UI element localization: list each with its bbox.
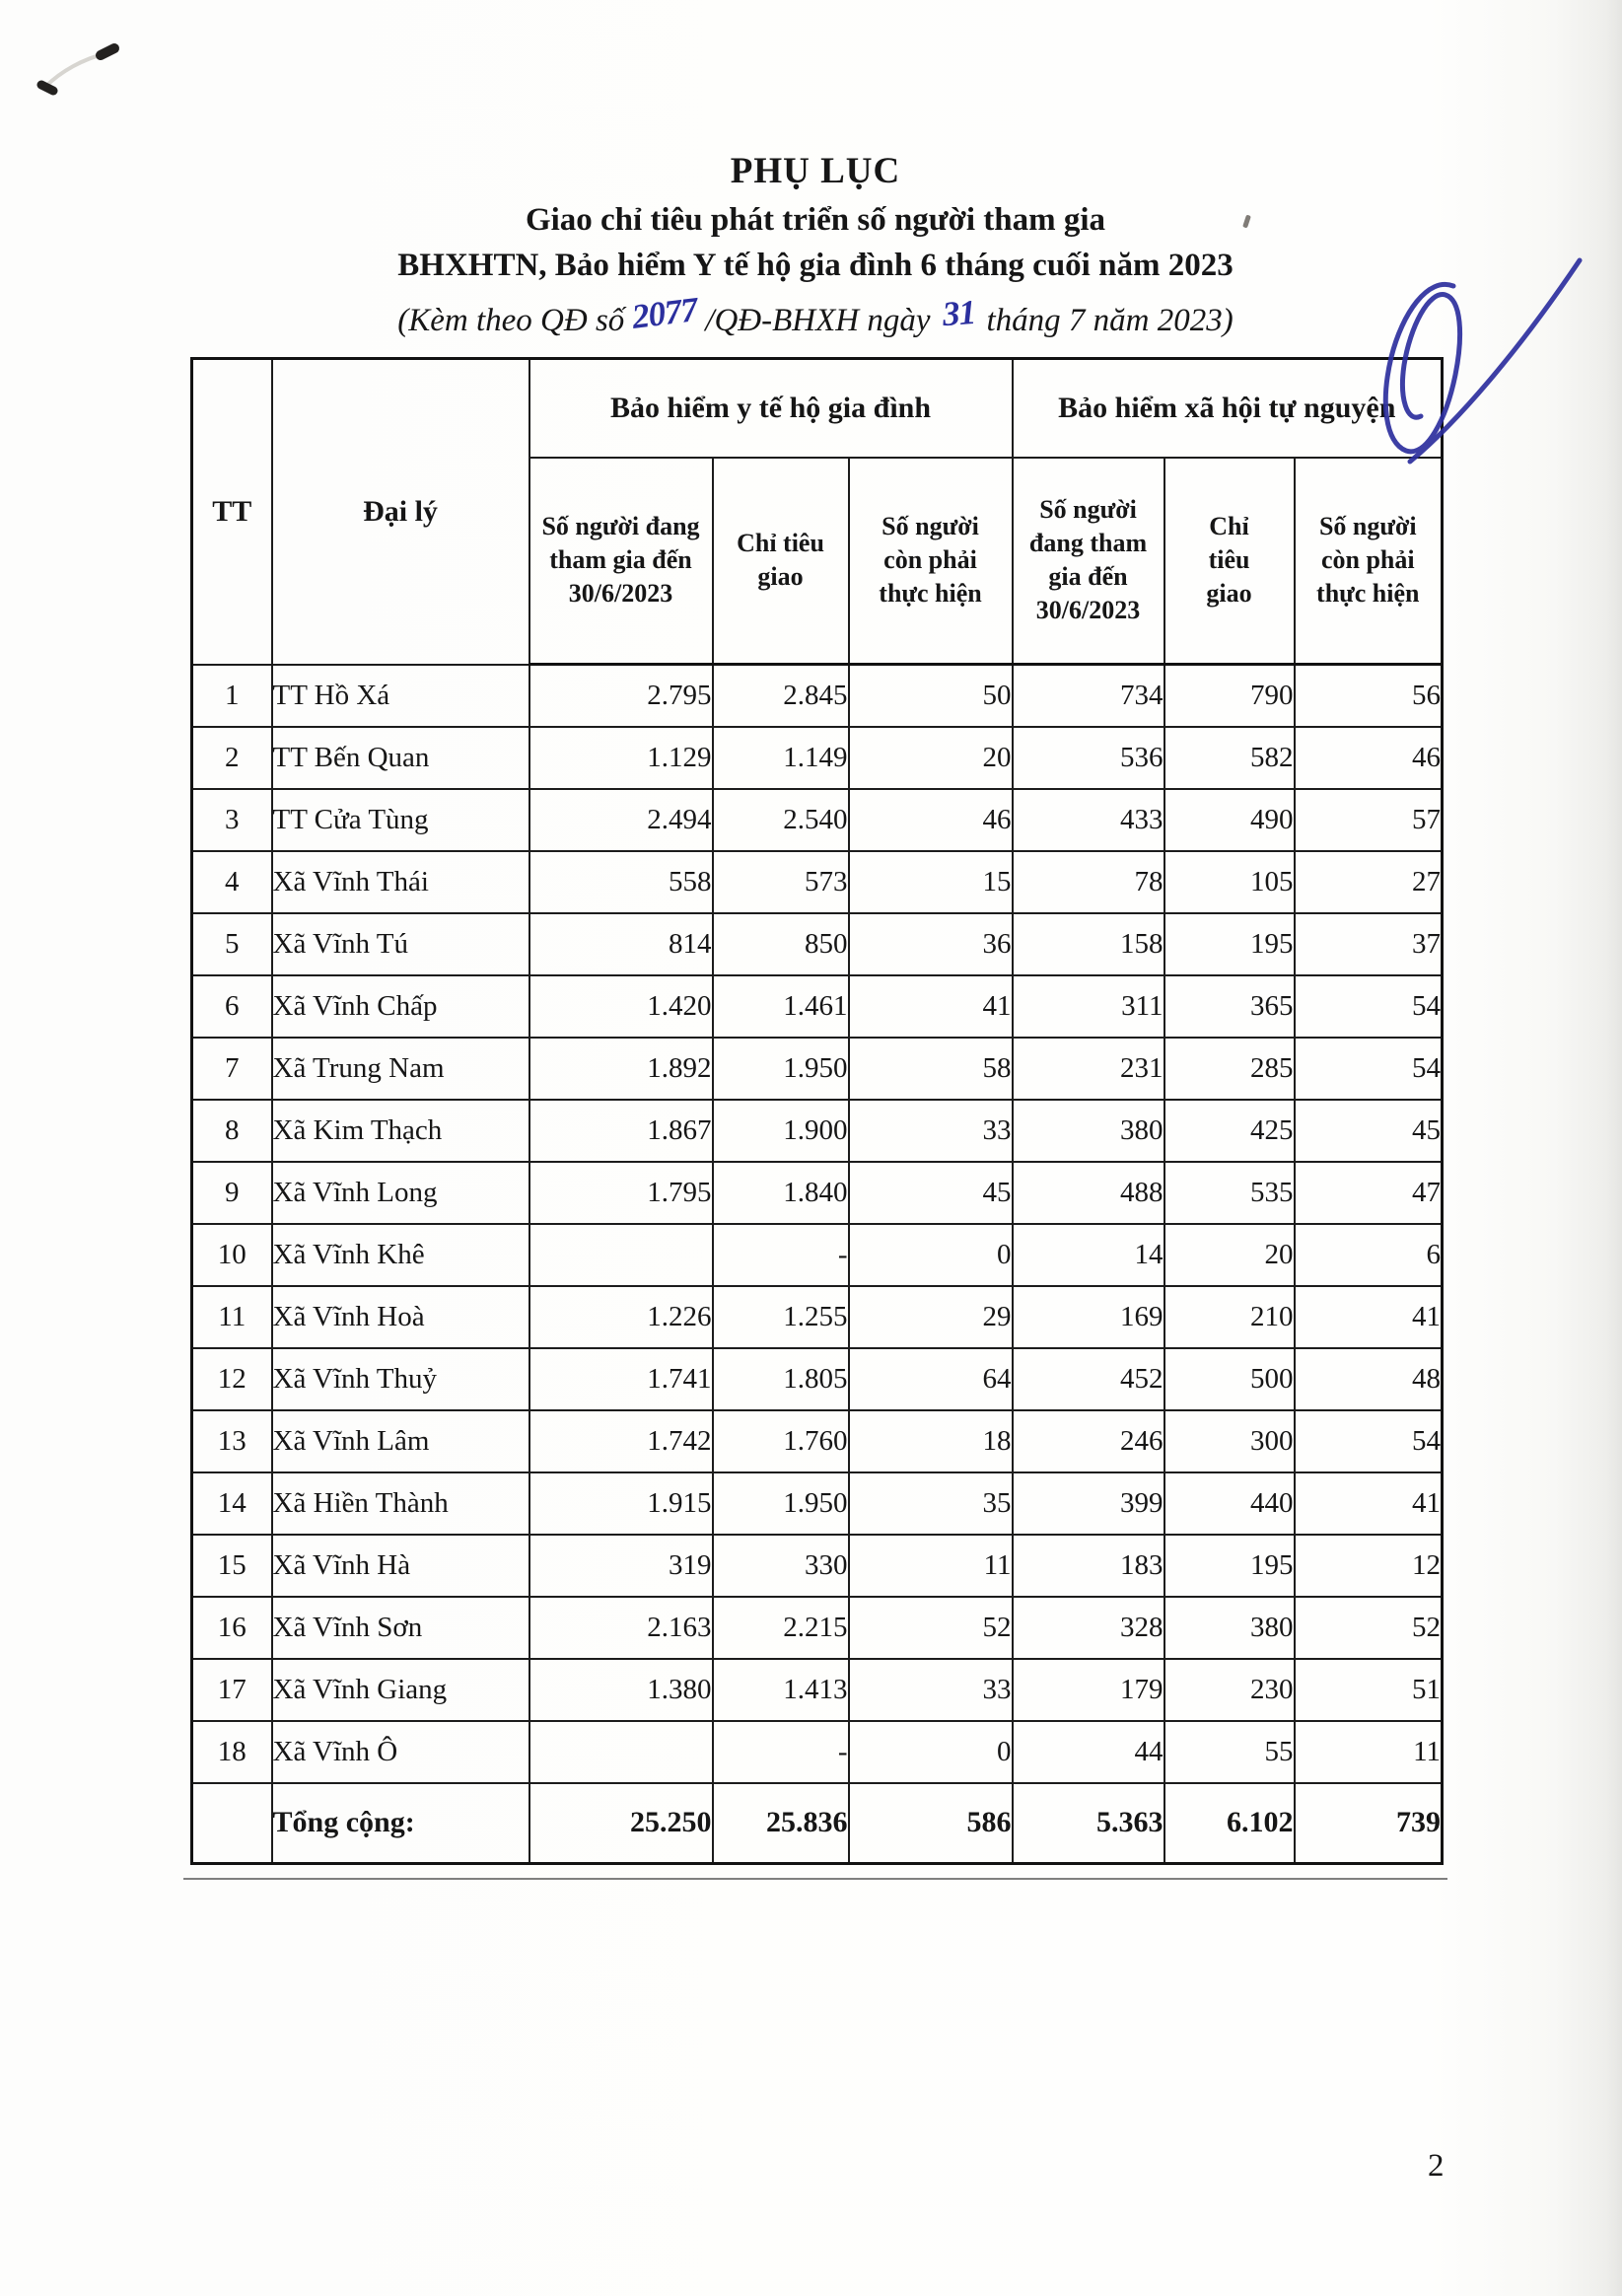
bhxh-remaining: 41 [1295,1286,1443,1348]
bhyt-participating: 1.420 [529,975,713,1038]
bhxh-remaining: 12 [1295,1535,1443,1597]
bhyt-target: 330 [713,1535,849,1597]
bhyt-target: 1.840 [713,1162,849,1224]
bhyt-participating: 2.494 [529,789,713,851]
title-block [190,150,1441,339]
table-row [192,789,1443,851]
table-row [192,1224,1443,1286]
table-row [192,1535,1443,1597]
col-header-bhyt-participating: Số người đang tham gia đến 30/6/2023 [529,458,713,665]
table-row [192,1038,1443,1100]
bhyt-participating: 1.380 [529,1659,713,1721]
subtitle-prefix: (Kèm theo QĐ số [397,303,625,338]
bhyt-target: 1.149 [713,727,849,789]
page-title: PHỤ LỤC [730,151,901,191]
bhyt-target: 1.760 [713,1410,849,1472]
table-row [192,1659,1443,1721]
bhxh-participating: 311 [1013,975,1164,1038]
agency-name: TT Cửa Tùng [272,789,529,851]
bhyt-remaining: 36 [849,913,1013,975]
bhxh-participating: 14 [1013,1224,1164,1286]
bhyt-remaining: 0 [849,1721,1013,1783]
bhxh-participating: 44 [1013,1721,1164,1783]
table-row [192,1472,1443,1535]
table-row [192,913,1443,975]
bhyt-remaining: 33 [849,1659,1013,1721]
bhxh-target: 380 [1164,1597,1295,1659]
agency-name: Xã Vĩnh Lâm [272,1410,529,1472]
row-number: 14 [192,1472,272,1535]
bhxh-target: 582 [1164,727,1295,789]
bhyt-target: 2.540 [713,789,849,851]
bhyt-target: 2.845 [713,665,849,727]
table-row [192,1597,1443,1659]
bhxh-participating: 433 [1013,789,1164,851]
table-row [192,1100,1443,1162]
bhxh-remaining: 48 [1295,1348,1443,1410]
bhyt-participating: 2.163 [529,1597,713,1659]
col-header-bhxh-participating: Số người đang tham gia đến 30/6/2023 [1013,458,1164,665]
bhxh-remaining: 11 [1295,1721,1443,1783]
bhxh-target: 300 [1164,1410,1295,1472]
col-header-bhxh-target: Chỉ tiêu giao [1164,458,1295,665]
bhyt-target: 1.255 [713,1286,849,1348]
row-number: 11 [192,1286,272,1348]
table-bottom-rule [183,1878,1447,1880]
col-header-bhxh-remaining: Số người còn phải thực hiện [1295,458,1443,665]
bhyt-remaining: 50 [849,665,1013,727]
agency-name: TT Bến Quan [272,727,529,789]
bhxh-target: 440 [1164,1472,1295,1535]
bhxh-target: 55 [1164,1721,1295,1783]
bhyt-remaining: 20 [849,727,1013,789]
bhxh-target: 20 [1164,1224,1295,1286]
bhxh-participating: 452 [1013,1348,1164,1410]
bhxh-remaining: 6 [1295,1224,1443,1286]
table-row [192,665,1443,727]
bhyt-remaining: 0 [849,1224,1013,1286]
bhyt-participating: 814 [529,913,713,975]
bhyt-remaining: 64 [849,1348,1013,1410]
bhyt-target: 1.413 [713,1659,849,1721]
total-bhyt-participating: 25.250 [529,1783,713,1864]
table-row [192,851,1443,913]
bhyt-target: 850 [713,913,849,975]
group-header-bhyt: Bảo hiểm y tế hộ gia đình [529,359,1013,458]
title-line-2: Giao chỉ tiêu phát triển số người tham gia [525,202,1106,238]
table-row [192,1348,1443,1410]
agency-name: Xã Vĩnh Giang [272,1659,529,1721]
row-number: 15 [192,1535,272,1597]
pen-scribble-mark [35,41,130,103]
table-row [192,727,1443,789]
row-number: 9 [192,1162,272,1224]
total-bhyt-target: 25.836 [713,1783,849,1864]
bhyt-remaining: 35 [849,1472,1013,1535]
bhxh-participating: 158 [1013,913,1164,975]
bhxh-participating: 246 [1013,1410,1164,1472]
bhxh-remaining: 57 [1295,789,1443,851]
row-number: 18 [192,1721,272,1783]
handwritten-day: 31 [941,292,976,334]
agency-name: Xã Vĩnh Sơn [272,1597,529,1659]
row-number: 4 [192,851,272,913]
agency-name: Xã Vĩnh Thuỷ [272,1348,529,1410]
bhyt-remaining: 52 [849,1597,1013,1659]
bhxh-target: 210 [1164,1286,1295,1348]
agency-name: Xã Kim Thạch [272,1100,529,1162]
col-header-agency: Đại lý [272,359,529,665]
bhxh-participating: 328 [1013,1597,1164,1659]
bhxh-target: 490 [1164,789,1295,851]
bhxh-participating: 231 [1013,1038,1164,1100]
bhxh-participating: 78 [1013,851,1164,913]
agency-name: Xã Vĩnh Hoà [272,1286,529,1348]
group-header-bhxh: Bảo hiểm xã hội tự nguyện [1013,359,1443,458]
bhxh-remaining: 46 [1295,727,1443,789]
bhxh-target: 195 [1164,1535,1295,1597]
allocation-table [190,357,1444,1865]
agency-name: Xã Vĩnh Khê [272,1224,529,1286]
bhyt-target: 1.900 [713,1100,849,1162]
handwritten-decision-number: 2077 [630,290,700,336]
agency-name: TT Hồ Xá [272,665,529,727]
bhxh-participating: 169 [1013,1286,1164,1348]
row-number: 1 [192,665,272,727]
subtitle-suffix: tháng 7 năm 2023) [986,303,1234,338]
bhyt-participating: 1.741 [529,1348,713,1410]
bhyt-participating [529,1721,713,1783]
bhxh-participating: 734 [1013,665,1164,727]
bhxh-target: 365 [1164,975,1295,1038]
bhxh-target: 195 [1164,913,1295,975]
bhxh-target: 535 [1164,1162,1295,1224]
agency-name: Xã Vĩnh Long [272,1162,529,1224]
total-bhxh-participating: 5.363 [1013,1783,1164,1864]
bhxh-remaining: 45 [1295,1100,1443,1162]
agency-name: Xã Vĩnh Hà [272,1535,529,1597]
bhxh-target: 425 [1164,1100,1295,1162]
page-number: 2 [1428,2148,1445,2184]
bhyt-remaining: 46 [849,789,1013,851]
bhyt-remaining: 45 [849,1162,1013,1224]
subtitle-mid: /QĐ-BHXH ngày [705,303,931,338]
subtitle [190,290,1441,339]
bhxh-remaining: 41 [1295,1472,1443,1535]
bhyt-target: 1.950 [713,1472,849,1535]
bhxh-participating: 179 [1013,1659,1164,1721]
agency-name: Xã Trung Nam [272,1038,529,1100]
agency-name: Xã Vĩnh Tú [272,913,529,975]
bhyt-target: - [713,1224,849,1286]
bhyt-participating: 1.892 [529,1038,713,1100]
bhyt-participating: 558 [529,851,713,913]
bhyt-remaining: 18 [849,1410,1013,1472]
bhyt-remaining: 33 [849,1100,1013,1162]
total-bhyt-remaining: 586 [849,1783,1013,1864]
bhxh-remaining: 51 [1295,1659,1443,1721]
row-number: 7 [192,1038,272,1100]
bhyt-participating [529,1224,713,1286]
agency-name: Xã Vĩnh Thái [272,851,529,913]
bhyt-target: - [713,1721,849,1783]
total-row-spacer [192,1783,272,1864]
bhxh-target: 790 [1164,665,1295,727]
agency-name: Xã Vĩnh Ô [272,1721,529,1783]
group-header-row [192,359,1443,458]
bhxh-remaining: 37 [1295,913,1443,975]
bhxh-remaining: 54 [1295,1038,1443,1100]
bhyt-participating: 2.795 [529,665,713,727]
bhxh-participating: 399 [1013,1472,1164,1535]
bhyt-participating: 1.915 [529,1472,713,1535]
bhyt-target: 573 [713,851,849,913]
title-line-3: BHXHTN, Bảo hiểm Y tế hộ gia đình 6 tháng cuối năm 2023 [397,248,1234,283]
total-bhxh-target: 6.102 [1164,1783,1295,1864]
bhyt-target: 1.461 [713,975,849,1038]
row-number: 16 [192,1597,272,1659]
bhyt-participating: 319 [529,1535,713,1597]
agency-name: Xã Hiền Thành [272,1472,529,1535]
bhxh-target: 105 [1164,851,1295,913]
bhxh-participating: 380 [1013,1100,1164,1162]
bhxh-participating: 488 [1013,1162,1164,1224]
col-header-bhyt-target: Chỉ tiêu giao [713,458,849,665]
bhxh-participating: 183 [1013,1535,1164,1597]
bhyt-remaining: 11 [849,1535,1013,1597]
table-row [192,1410,1443,1472]
bhyt-participating: 1.226 [529,1286,713,1348]
bhxh-target: 500 [1164,1348,1295,1410]
bhxh-remaining: 52 [1295,1597,1443,1659]
col-header-bhyt-remaining: Số người còn phải thực hiện [849,458,1013,665]
table-row [192,1162,1443,1224]
bhxh-participating: 536 [1013,727,1164,789]
bhyt-target: 1.950 [713,1038,849,1100]
bhxh-remaining: 54 [1295,975,1443,1038]
bhyt-remaining: 29 [849,1286,1013,1348]
total-bhxh-remaining: 739 [1295,1783,1443,1864]
bhyt-remaining: 41 [849,975,1013,1038]
row-number: 6 [192,975,272,1038]
row-number: 3 [192,789,272,851]
bhyt-remaining: 58 [849,1038,1013,1100]
row-number: 8 [192,1100,272,1162]
table-row [192,1286,1443,1348]
bhxh-remaining: 56 [1295,665,1443,727]
row-number: 17 [192,1659,272,1721]
table-row [192,975,1443,1038]
row-number: 2 [192,727,272,789]
row-number: 12 [192,1348,272,1410]
total-label: Tổng cộng: [272,1783,529,1864]
bhyt-target: 1.805 [713,1348,849,1410]
col-header-tt: TT [192,359,272,665]
bhyt-remaining: 15 [849,851,1013,913]
agency-name: Xã Vĩnh Chấp [272,975,529,1038]
bhxh-remaining: 27 [1295,851,1443,913]
bhyt-participating: 1.867 [529,1100,713,1162]
row-number: 13 [192,1410,272,1472]
row-number: 5 [192,913,272,975]
bhxh-target: 285 [1164,1038,1295,1100]
bhyt-participating: 1.742 [529,1410,713,1472]
signature-scribble [1359,249,1595,485]
bhyt-target: 2.215 [713,1597,849,1659]
bhxh-remaining: 47 [1295,1162,1443,1224]
table-row [192,1721,1443,1783]
bhyt-participating: 1.795 [529,1162,713,1224]
bhxh-remaining: 54 [1295,1410,1443,1472]
row-number: 10 [192,1224,272,1286]
total-row [192,1783,1443,1864]
bhxh-target: 230 [1164,1659,1295,1721]
bhyt-participating: 1.129 [529,727,713,789]
